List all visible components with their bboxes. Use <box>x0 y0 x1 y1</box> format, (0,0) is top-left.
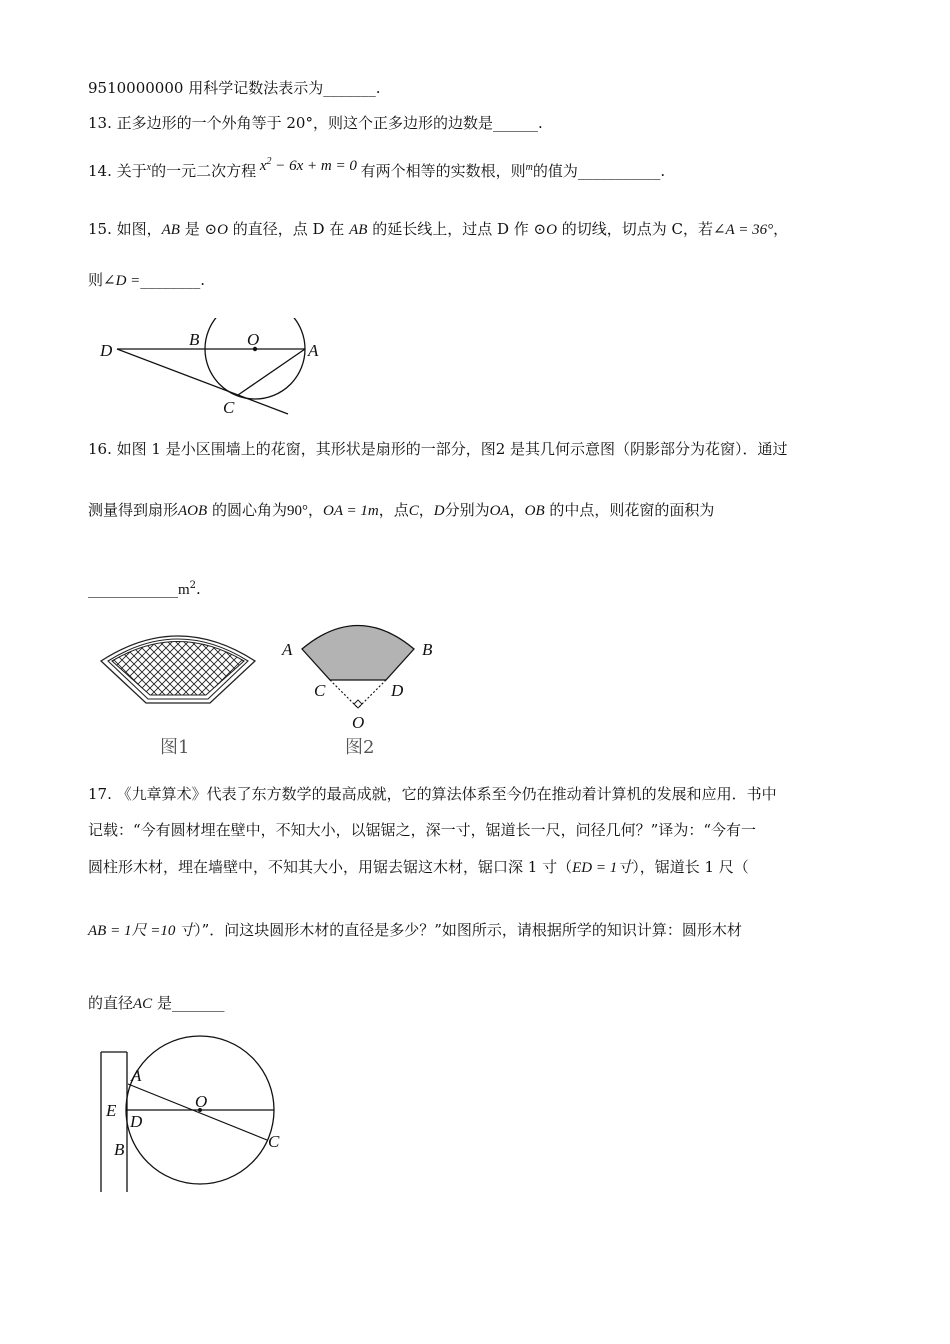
q17-label-C: C <box>268 1132 280 1151</box>
fig2-label-O: O <box>352 713 365 732</box>
q12-line: 9510000000 用科学记数法表示为_______. <box>88 79 381 97</box>
q17-line-5: 的直径AC 是_______ <box>88 994 225 1012</box>
q13-line: 13. 正多边形的一个外角等于 20°，则这个正多边形的边数是______. <box>88 114 543 132</box>
fig2-label-A: A <box>282 640 293 659</box>
fig2-label-C: C <box>314 681 326 700</box>
q16-line-3: $\_\_\_\_\_\_\_\_\_\_\_\_m^2$. <box>88 580 201 598</box>
fig2-label-B: B <box>422 640 433 659</box>
q17-line-1: 17. 《九章算术》代表了东方数学的最高成就，它的算法体系至今仍在推动着计算机的发展和应用．书中 <box>88 785 777 803</box>
fig1-caption: 图1 <box>160 737 190 758</box>
q15-line-1: 15. 如图，AB 是 ⊙O 的直径，点 D 在 AB 的延长线上，过点 D 作 ⊙O 的切线，切点为 C，若∠A = 36°， <box>88 220 789 238</box>
q17-line-2: 记载：“今有圆材埋在壁中，不知大小，以锯锯之，深一寸，锯道长一尺，问径几何？”译为：“今有一 <box>88 821 757 839</box>
q17-label-A: A <box>131 1066 142 1085</box>
q15-label-B: B <box>189 330 200 349</box>
q15-figure <box>95 318 335 423</box>
q16-line-2: 测量得到扇形AOB 的圆心角为90°，OA = 1m，点C，D分别为OA，OB 的中点，则花窗的面积为 <box>88 501 715 519</box>
fig2-caption: 图2 <box>345 737 375 758</box>
q15-line-2: 则∠D =________. <box>88 271 206 289</box>
fig1-lattice <box>98 628 258 706</box>
q15-tangent-line <box>117 349 288 414</box>
q17-label-E: E <box>106 1101 117 1120</box>
q17-label-B: B <box>114 1140 125 1159</box>
q17-label-O: O <box>195 1092 208 1111</box>
q14-line: 14. 关于$^x$的一元二次方程 $x^2 - 6x + m = 0$ 有两个相等的实数根，则$^m$的值为___________. <box>88 156 666 180</box>
q17-label-D: D <box>130 1112 143 1131</box>
q17-line-3: 圆柱形木材，埋在墙壁中，不知其大小，用锯去锯这木材，锯口深 1 寸（ED = 1寸），锯道长 1 尺（ <box>88 858 749 876</box>
q15-label-D: D <box>100 341 113 360</box>
q15-label-A: A <box>308 341 319 360</box>
q15-chord-AC <box>238 349 305 395</box>
q17-line-4: AB = 1尺 =10 寸）”．问这块圆形木材的直径是多少？”如图所示，请根据所学的知识计算：圆形木材 <box>88 921 742 939</box>
q15-label-C: C <box>223 398 235 417</box>
fig2-shaded-region <box>302 626 414 681</box>
q16-line-1: 16. 如图 1 是小区围墙上的花窗，其形状是扇形的一部分，图2 是其几何示意图（阴影部分为花窗）．通过 <box>88 440 788 458</box>
fig2-label-D: D <box>391 681 404 700</box>
q17-figure <box>100 1030 290 1195</box>
fig2-right-angle-mark <box>354 700 362 708</box>
q16-figure-2 <box>278 612 448 732</box>
q16-figure-1 <box>98 628 258 706</box>
q15-label-O: O <box>247 330 260 349</box>
